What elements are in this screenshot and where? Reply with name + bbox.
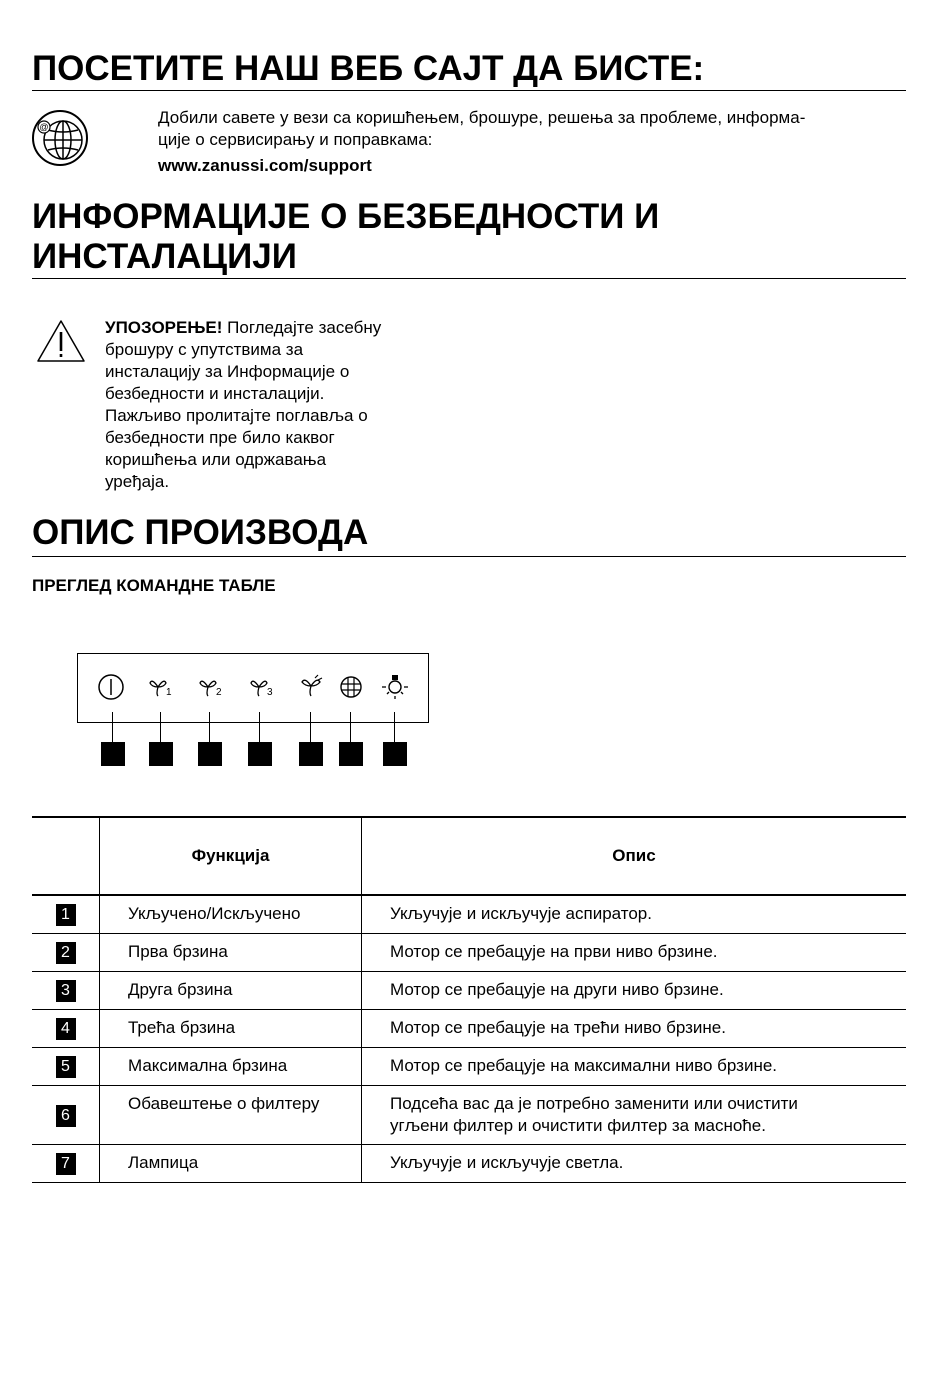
description-cell [362, 1086, 907, 1145]
warning-icon [36, 319, 86, 363]
description-line: угљени филтер и очистити филтер за масноће. [390, 1116, 766, 1135]
light-icon [380, 674, 410, 700]
product-heading: ОПИС ПРОИЗВОДА [32, 513, 369, 552]
warning-line: инсталацију за Информације о [105, 362, 350, 381]
table-row [32, 1086, 906, 1145]
svg-text:2: 2 [216, 687, 222, 698]
callout-box [101, 742, 125, 766]
description-line: Мотор се пребацује на максимални ниво брзине. [390, 1056, 778, 1075]
warning-label: УПОЗОРЕЊЕ! [105, 318, 223, 337]
description-cell [362, 1010, 907, 1048]
description-line: Подсећа вас да је потребно заменити или очистити [390, 1094, 798, 1113]
table-row [32, 895, 906, 934]
warning-line: безбедности и инсталацији. [105, 384, 325, 403]
table-row [32, 934, 906, 972]
callout-line [112, 712, 113, 742]
website-heading: ПОСЕТИТЕ НАШ ВЕБ САЈТ ДА БИСТЕ: [32, 49, 705, 88]
description-cell [362, 895, 907, 934]
callout-box [339, 742, 363, 766]
row-number-badge: 7 [56, 1153, 76, 1175]
description-line: Мотор се пребацује на први ниво брзине. [390, 942, 718, 961]
description-line: Укључује и искључује аспиратор. [390, 904, 652, 923]
description-cell [362, 972, 907, 1010]
function-cell: Максимална брзина [100, 1048, 362, 1086]
row-number-badge: 6 [56, 1105, 76, 1127]
callout-box [198, 742, 222, 766]
control-panel-subheading: ПРЕГЛЕД КОМАНДНЕ ТАБЛЕ [32, 576, 276, 595]
warning-line: Погледајте засебну [227, 318, 382, 337]
description-cell [362, 934, 907, 972]
warning-text [105, 317, 435, 493]
table-header-function: Функција [100, 817, 362, 895]
callout-box [383, 742, 407, 766]
callout-line [394, 712, 395, 742]
function-cell: Лампица [100, 1145, 362, 1183]
power-icon [96, 674, 126, 700]
svg-text:3: 3 [267, 687, 273, 698]
warning-line: коришћења или одржавања [105, 450, 327, 469]
fan-max-icon [297, 674, 327, 700]
globe-icon [30, 109, 90, 167]
row-number-badge: 4 [56, 1018, 76, 1040]
warning-line: безбедности пре било каквог [105, 428, 335, 447]
description-line: Мотор се пребацује на трећи ниво брзине. [390, 1018, 726, 1037]
row-number-badge: 5 [56, 1056, 76, 1078]
description-cell [362, 1145, 907, 1183]
table-row [32, 972, 906, 1010]
function-cell: Обавештење о филтеру [100, 1086, 362, 1145]
fan-speed-1-icon [146, 674, 176, 700]
fan-speed-2-icon [196, 674, 226, 700]
callout-line [209, 712, 210, 742]
warning-line: уређаја. [105, 472, 170, 491]
table-row [32, 1010, 906, 1048]
callout-box [149, 742, 173, 766]
website-text: Добили савете у вези са коришћењем, брошуре, решења за проблеме, информа- ције о сервисирању и поправкама: www.zanussi.com/support [158, 108, 806, 175]
callout-box [248, 742, 272, 766]
website-url-link[interactable]: www.zanussi.com/support [158, 156, 372, 175]
svg-text:@: @ [39, 122, 49, 132]
warning-line: брошуру с упутствима за [105, 340, 304, 359]
callout-line [350, 712, 351, 742]
table-row [32, 1048, 906, 1086]
row-number-badge: 3 [56, 980, 76, 1002]
table-header-description: Опис [362, 817, 907, 895]
row-number-badge: 2 [56, 942, 76, 964]
callout-line [310, 712, 311, 742]
divider [32, 90, 906, 91]
svg-text:1: 1 [166, 687, 172, 698]
callout-line [259, 712, 260, 742]
divider [32, 278, 906, 279]
function-cell: Прва брзина [100, 934, 362, 972]
callout-line [160, 712, 161, 742]
description-cell [362, 1048, 907, 1086]
safety-heading: ИНФОРМАЦИЈЕ О БЕЗБЕДНОСТИ И ИНСТАЛАЦИЈИ [32, 197, 660, 276]
row-number-badge: 1 [56, 904, 76, 926]
function-table [32, 816, 906, 1183]
filter-icon [336, 674, 366, 700]
table-row [32, 1145, 906, 1183]
function-cell: Друга брзина [100, 972, 362, 1010]
description-line: Мотор се пребацује на други ниво брзине. [390, 980, 724, 999]
description-line: Укључује и искључује светла. [390, 1153, 624, 1172]
table-header-number [32, 817, 100, 895]
divider [32, 556, 906, 557]
function-cell: Трећа брзина [100, 1010, 362, 1048]
callout-box [299, 742, 323, 766]
warning-line: Пажљиво пролитајте поглавља о [105, 406, 368, 425]
fan-speed-3-icon [247, 674, 277, 700]
function-cell: Укључено/Искључено [100, 895, 362, 934]
